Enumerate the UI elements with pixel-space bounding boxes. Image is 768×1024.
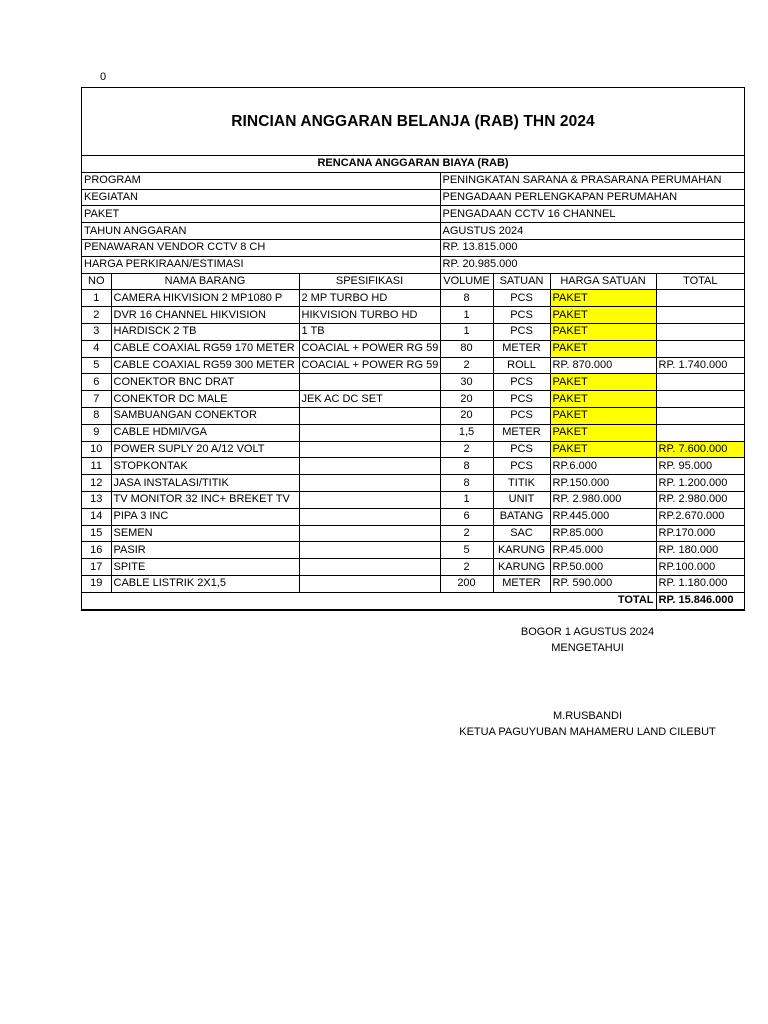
table-row — [82, 424, 744, 441]
document-title: RINCIAN ANGGARAN BELANJA (RAB) THN 2024 — [82, 88, 744, 156]
signer-title: KETUA PAGUYUBAN MAHAMERU LAND CILEBUT — [459, 726, 716, 738]
cell-no: 19 — [82, 575, 111, 592]
cell-spec — [299, 424, 440, 441]
section-header: RENCANA ANGGARAN BIAYA (RAB) — [82, 156, 744, 172]
cell-name: CABLE HDMI/VGA — [111, 424, 299, 441]
cell-price: PAKET — [550, 307, 656, 324]
cell-total — [656, 323, 744, 340]
info-label: PROGRAM — [82, 172, 440, 189]
table-row — [82, 491, 744, 508]
cell-unit: PCS — [493, 407, 550, 424]
cell-no: 4 — [82, 340, 111, 357]
cell-unit: METER — [493, 424, 550, 441]
cell-name: CABLE LISTRIK 2X1,5 — [111, 575, 299, 592]
table-row — [82, 391, 744, 408]
column-header: NO — [82, 273, 111, 290]
cell-volume: 8 — [440, 458, 493, 475]
cell-spec — [299, 475, 440, 492]
cell-no: 13 — [82, 491, 111, 508]
cell-price: PAKET — [550, 407, 656, 424]
column-header: SPESIFIKASI — [299, 273, 440, 290]
cell-total: RP. 95.000 — [656, 458, 744, 475]
cell-spec: HIKVISION TURBO HD — [299, 307, 440, 324]
column-header: NAMA BARANG — [111, 273, 299, 290]
table-row — [82, 559, 744, 576]
cell-unit: PCS — [493, 307, 550, 324]
cell-spec — [299, 542, 440, 559]
cell-spec — [299, 374, 440, 391]
cell-spec — [299, 441, 440, 458]
cell-volume: 2 — [440, 357, 493, 374]
info-label: TAHUN ANGGARAN — [82, 223, 440, 240]
cell-volume: 2 — [440, 441, 493, 458]
cell-name: PASIR — [111, 542, 299, 559]
info-value: PENGADAAN PERLENGKAPAN PERUMAHAN — [440, 189, 744, 206]
cell-no: 17 — [82, 559, 111, 576]
cell-total — [656, 374, 744, 391]
cell-price: PAKET — [550, 340, 656, 357]
info-row — [82, 189, 744, 206]
cell-no: 7 — [82, 391, 111, 408]
cell-unit: KARUNG — [493, 559, 550, 576]
cell-name: POWER SUPLY 20 A/12 VOLT — [111, 441, 299, 458]
column-header: TOTAL — [656, 273, 744, 290]
cell-volume: 8 — [440, 290, 493, 307]
table-row — [82, 575, 744, 592]
table-row — [82, 458, 744, 475]
info-value: PENINGKATAN SARANA & PRASARANA PERUMAHAN — [440, 172, 744, 189]
rab-sheet — [81, 87, 745, 611]
place-date: BOGOR 1 AGUSTUS 2024 — [520, 626, 655, 638]
table-row — [82, 323, 744, 340]
cell-name: JASA INSTALASI/TITIK — [111, 475, 299, 492]
cell-volume: 80 — [440, 340, 493, 357]
cell-spec — [299, 491, 440, 508]
table-row — [82, 290, 744, 307]
table-row — [82, 340, 744, 357]
cell-no: 2 — [82, 307, 111, 324]
info-value: AGUSTUS 2024 — [440, 223, 744, 240]
cell-price: RP. 870.000 — [550, 357, 656, 374]
cell-price: RP.85.000 — [550, 525, 656, 542]
cell-unit: PCS — [493, 458, 550, 475]
cell-unit: TITIK — [493, 475, 550, 492]
info-value: RP. 20.985.000 — [440, 256, 744, 273]
cell-price: PAKET — [550, 374, 656, 391]
cell-name: TV MONITOR 32 INC+ BREKET TV — [111, 491, 299, 508]
signer-name: M.RUSBANDI — [552, 710, 623, 722]
cell-total — [656, 290, 744, 307]
table-row — [82, 542, 744, 559]
table-row — [82, 307, 744, 324]
cell-unit: METER — [493, 575, 550, 592]
cell-no: 3 — [82, 323, 111, 340]
cell-volume: 1 — [440, 307, 493, 324]
cell-volume: 1 — [440, 323, 493, 340]
cell-volume: 8 — [440, 475, 493, 492]
footer-place-block — [430, 624, 745, 656]
cell-price: RP.6.000 — [550, 458, 656, 475]
cell-name: CABLE COAXIAL RG59 170 METER — [111, 340, 299, 357]
cell-spec — [299, 407, 440, 424]
table-row — [82, 441, 744, 458]
cell-price: PAKET — [550, 424, 656, 441]
cell-total: RP.170.000 — [656, 525, 744, 542]
rab-table — [82, 156, 744, 610]
cell-total — [656, 307, 744, 324]
cell-unit: KARUNG — [493, 542, 550, 559]
info-label: PENAWARAN VENDOR CCTV 8 CH — [82, 239, 440, 256]
cell-name: CAMERA HIKVISION 2 MP1080 P — [111, 290, 299, 307]
cell-volume: 5 — [440, 542, 493, 559]
table-row — [82, 475, 744, 492]
cell-unit: PCS — [493, 391, 550, 408]
cell-unit: PCS — [493, 290, 550, 307]
cell-total — [656, 424, 744, 441]
cell-name: CONEKTOR BNC DRAT — [111, 374, 299, 391]
cell-no: 5 — [82, 357, 111, 374]
info-row — [82, 239, 744, 256]
grand-total: RP. 15.846.000 — [656, 592, 744, 609]
cell-total: RP.2.670.000 — [656, 508, 744, 525]
cell-name: STOPKONTAK — [111, 458, 299, 475]
total-label: TOTAL — [82, 592, 656, 609]
cell-unit: PCS — [493, 441, 550, 458]
cell-unit: UNIT — [493, 491, 550, 508]
footer-signer-block — [430, 708, 745, 740]
cell-name: CONEKTOR DC MALE — [111, 391, 299, 408]
cell-name: HARDISCK 2 TB — [111, 323, 299, 340]
cell-volume: 30 — [440, 374, 493, 391]
cell-spec: 2 MP TURBO HD — [299, 290, 440, 307]
cell-volume: 1 — [440, 491, 493, 508]
cell-total: RP. 180.000 — [656, 542, 744, 559]
cell-total — [656, 407, 744, 424]
cell-spec: 1 TB — [299, 323, 440, 340]
cell-name: CABLE COAXIAL RG59 300 METER — [111, 357, 299, 374]
cell-price: PAKET — [550, 441, 656, 458]
cell-total: RP. 1.740.000 — [656, 357, 744, 374]
table-row — [82, 357, 744, 374]
cell-spec — [299, 525, 440, 542]
cell-total: RP. 2.980.000 — [656, 491, 744, 508]
info-label: PAKET — [82, 206, 440, 223]
cell-volume: 20 — [440, 391, 493, 408]
cell-volume: 2 — [440, 525, 493, 542]
cell-no: 11 — [82, 458, 111, 475]
cell-volume: 200 — [440, 575, 493, 592]
cell-total: RP. 7.600.000 — [656, 441, 744, 458]
cell-spec — [299, 458, 440, 475]
info-row — [82, 223, 744, 240]
cell-no: 8 — [82, 407, 111, 424]
cell-unit: SAC — [493, 525, 550, 542]
cell-no: 10 — [82, 441, 111, 458]
cell-price: PAKET — [550, 391, 656, 408]
cell-spec: COACIAL + POWER RG 59 — [299, 357, 440, 374]
cell-unit: METER — [493, 340, 550, 357]
cell-no: 15 — [82, 525, 111, 542]
cell-no: 14 — [82, 508, 111, 525]
info-label: HARGA PERKIRAAN/ESTIMASI — [82, 256, 440, 273]
cell-spec — [299, 508, 440, 525]
cell-price: PAKET — [550, 290, 656, 307]
cell-price: RP.150.000 — [550, 475, 656, 492]
cell-price: PAKET — [550, 323, 656, 340]
cell-volume: 1,5 — [440, 424, 493, 441]
cell-no: 1 — [82, 290, 111, 307]
cell-no: 12 — [82, 475, 111, 492]
section-header-row — [82, 156, 744, 172]
info-value: PENGADAAN CCTV 16 CHANNEL — [440, 206, 744, 223]
info-row — [82, 172, 744, 189]
cell-spec: COACIAL + POWER RG 59 — [299, 340, 440, 357]
page-number: 0 — [100, 71, 107, 83]
cell-name: SEMEN — [111, 525, 299, 542]
cell-name: DVR 16 CHANNEL HIKVISION — [111, 307, 299, 324]
info-row — [82, 256, 744, 273]
table-row — [82, 508, 744, 525]
cell-price: RP. 2.980.000 — [550, 491, 656, 508]
cell-total: RP.100.000 — [656, 559, 744, 576]
info-value: RP. 13.815.000 — [440, 239, 744, 256]
cell-price: RP.50.000 — [550, 559, 656, 576]
info-row — [82, 206, 744, 223]
cell-unit: PCS — [493, 374, 550, 391]
total-row — [82, 592, 744, 609]
cell-volume: 2 — [440, 559, 493, 576]
cell-spec: JEK AC DC SET — [299, 391, 440, 408]
cell-name: SAMBUANGAN CONEKTOR — [111, 407, 299, 424]
cell-unit: PCS — [493, 323, 550, 340]
cell-spec — [299, 559, 440, 576]
cell-unit: ROLL — [493, 357, 550, 374]
column-header: HARGA SATUAN — [550, 273, 656, 290]
cell-no: 16 — [82, 542, 111, 559]
table-row — [82, 525, 744, 542]
cell-name: SPITE — [111, 559, 299, 576]
table-row — [82, 374, 744, 391]
cell-total: RP. 1.180.000 — [656, 575, 744, 592]
column-header-row — [82, 273, 744, 290]
cell-total: RP. 1.200.000 — [656, 475, 744, 492]
table-row — [82, 407, 744, 424]
cell-no: 6 — [82, 374, 111, 391]
cell-volume: 6 — [440, 508, 493, 525]
cell-unit: BATANG — [493, 508, 550, 525]
cell-spec — [299, 575, 440, 592]
cell-no: 9 — [82, 424, 111, 441]
cell-total — [656, 391, 744, 408]
cell-price: RP.45.000 — [550, 542, 656, 559]
acknowledged-label: MENGETAHUI — [551, 642, 624, 654]
cell-price: RP. 590.000 — [550, 575, 656, 592]
cell-price: RP.445.000 — [550, 508, 656, 525]
cell-volume: 20 — [440, 407, 493, 424]
column-header: VOLUME — [440, 273, 493, 290]
cell-name: PIPA 3 INC — [111, 508, 299, 525]
column-header: SATUAN — [493, 273, 550, 290]
info-label: KEGIATAN — [82, 189, 440, 206]
cell-total — [656, 340, 744, 357]
